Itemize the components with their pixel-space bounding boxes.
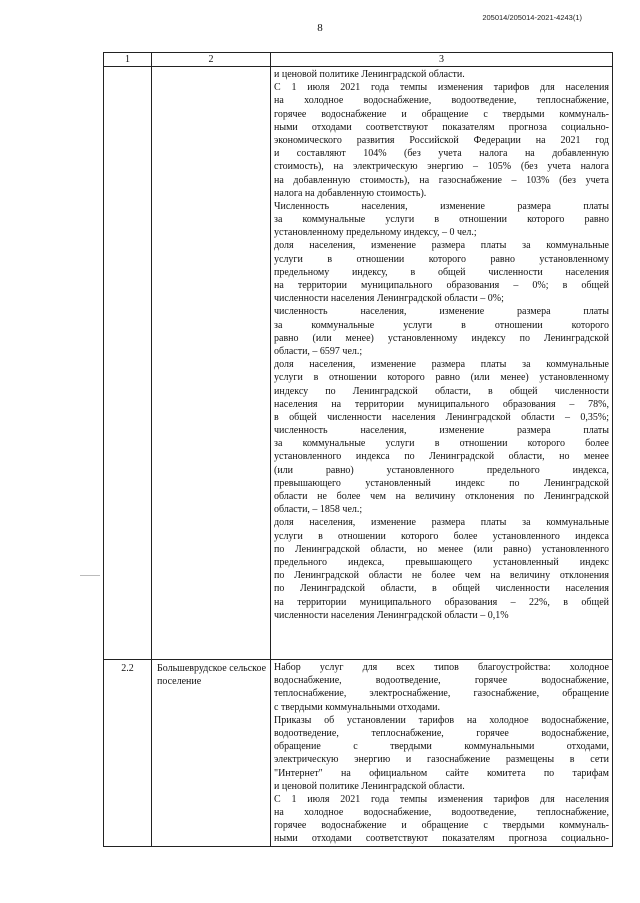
text-line: обращение с твердыми коммунальными отходами, (274, 741, 609, 753)
text-line: стоимость), на электрическую энергию – 105% (без учета налога (274, 161, 609, 173)
text-line: С 1 июля 2021 года темпы изменения тарифов для населения (274, 82, 609, 94)
row-number: 2.2 (104, 660, 152, 847)
text-line: по Ленинградской области не более чем на величину отклонения (274, 570, 609, 582)
column-header-3: 3 (271, 53, 613, 67)
tariff-table (103, 52, 613, 847)
table-row (104, 660, 613, 847)
text-line: услуги в отношении которого более установленного индекса (274, 530, 609, 542)
text-line: водоотведение, теплоснабжение, горячее водоснабжение, (274, 727, 609, 739)
text-line: ными отходами соответствуют показателям прогноза социально- (274, 121, 609, 133)
text-line: доля населения, изменение размера платы за коммунальные (274, 240, 609, 252)
text-line: экономического развития Российской Федерации на 2021 год (274, 134, 609, 146)
text-line: области не более чем на величину отклонения по Ленинградской (274, 491, 609, 502)
text-line: численность населения, изменение размера платы (274, 425, 609, 437)
text-line: индексу по Ленинградской области, в общей численности (274, 385, 609, 397)
text-line: налога на добавленную стоимость). (274, 187, 427, 199)
text-line: ными отходами соответствуют показателям прогноза социально- (274, 833, 609, 845)
document-id: 205014/205014-2021-4243(1) (482, 13, 582, 22)
text-line: на холодное водоснабжение, водоотведение, теплоснабжение, (274, 807, 609, 819)
text-line: теплоснабжение, электроснабжение, газоснабжение, обращение (274, 688, 609, 700)
text-line: и составляют 104% (без учета налога на добавленную (274, 148, 609, 160)
settlement-name (152, 67, 271, 660)
description-cell (271, 67, 613, 660)
text-line: горячее водоснабжение и обращение с твердыми коммуналь- (274, 820, 609, 832)
text-line: и ценовой политике Ленинградской области. (274, 69, 465, 80)
table-row (104, 67, 613, 660)
text-line: на добавленную стоимость), на газоснабжение – 103% (без учета (274, 174, 609, 186)
text-line: горячее водоснабжение и обращение с твердыми коммуналь- (274, 108, 609, 120)
text-line: численность населения, изменение размера платы (274, 306, 609, 318)
text-line: на территории муниципального образования – 22%, в общей (274, 596, 609, 608)
text-line: водоснабжение, водоотведение, горячее водоснабжение, (274, 675, 609, 687)
text-line: и ценовой политике Ленинградской области. (274, 780, 465, 792)
text-line: численности населения Ленинградской области – 0,1% (274, 609, 509, 621)
description-cell (271, 660, 613, 847)
text-line: доля населения, изменение размера платы за коммунальные (274, 517, 609, 529)
text-line: Приказы об установлении тарифов на холодное водоснабжение, (274, 714, 609, 726)
table-header-row (104, 53, 613, 67)
column-header-1: 1 (104, 53, 152, 67)
text-line: электрическую энергию и газоснабжение размещены в сети (274, 754, 609, 766)
settlement-name: Большеврудское сельское поселение (152, 660, 271, 847)
text-line: Набор услуг для всех типов благоустройства: холодное (274, 662, 609, 673)
text-line: услуги в отношении которого равно установленному (274, 253, 609, 265)
text-line: установленному предельному индексу, – 0 чел.; (274, 227, 477, 239)
text-line: области, – 6597 чел.; (274, 345, 363, 357)
text-line: предельного индекса, превышающего установленный индекс (274, 556, 609, 568)
text-line: установленного индекса по Ленинградской области, но менее (274, 451, 609, 463)
text-line: доля населения, изменение размера платы за коммунальные (274, 359, 609, 371)
text-line: в общей численности населения Ленинградской области – 0,35%; (274, 411, 609, 423)
text-line: области, – 1858 чел.; (274, 504, 363, 516)
column-header-2: 2 (152, 53, 271, 67)
text-line: на территории муниципального образования – 0%; в общей (274, 280, 609, 291)
text-line: (или равно) установленного предельного индекса, (274, 464, 609, 476)
text-line: за коммунальные услуги в отношении которого равно (274, 214, 609, 226)
text-line: за коммунальные услуги в отношении которого более (274, 438, 609, 450)
text-line: по Ленинградской области, в общей численности населения (274, 583, 609, 595)
text-line: превышающего установленный индекс по Ленинградской (274, 477, 609, 489)
text-line: населения на территории муниципального образования – 78%, (274, 398, 609, 410)
text-line: по Ленинградской области, но менее (или равно) установленного (274, 543, 609, 555)
text-line: с твердыми коммунальными отходами. (274, 701, 441, 713)
row-number (104, 67, 152, 660)
text-line: на холодное водоснабжение, водоотведение, теплоснабжение, (274, 95, 609, 107)
text-line: услуги в отношении которого равно (или менее) установленному (274, 372, 609, 384)
text-line: С 1 июля 2021 года темпы изменения тарифов для населения (274, 793, 609, 805)
text-line: равно (или менее) установленному индексу по Ленинградской (274, 332, 609, 344)
margin-mark (80, 575, 100, 576)
text-line: "Интернет" на официальном сайте комитета по тарифам (274, 767, 609, 779)
text-line: предельному индексу, в общей численности населения (274, 266, 609, 278)
text-line: за коммунальные услуги в отношении которого (274, 319, 609, 331)
text-line: численности населения Ленинградской области – 0%; (274, 293, 504, 305)
page-number: 8 (317, 22, 323, 34)
text-line: Численность населения, изменение размера платы (274, 200, 609, 212)
